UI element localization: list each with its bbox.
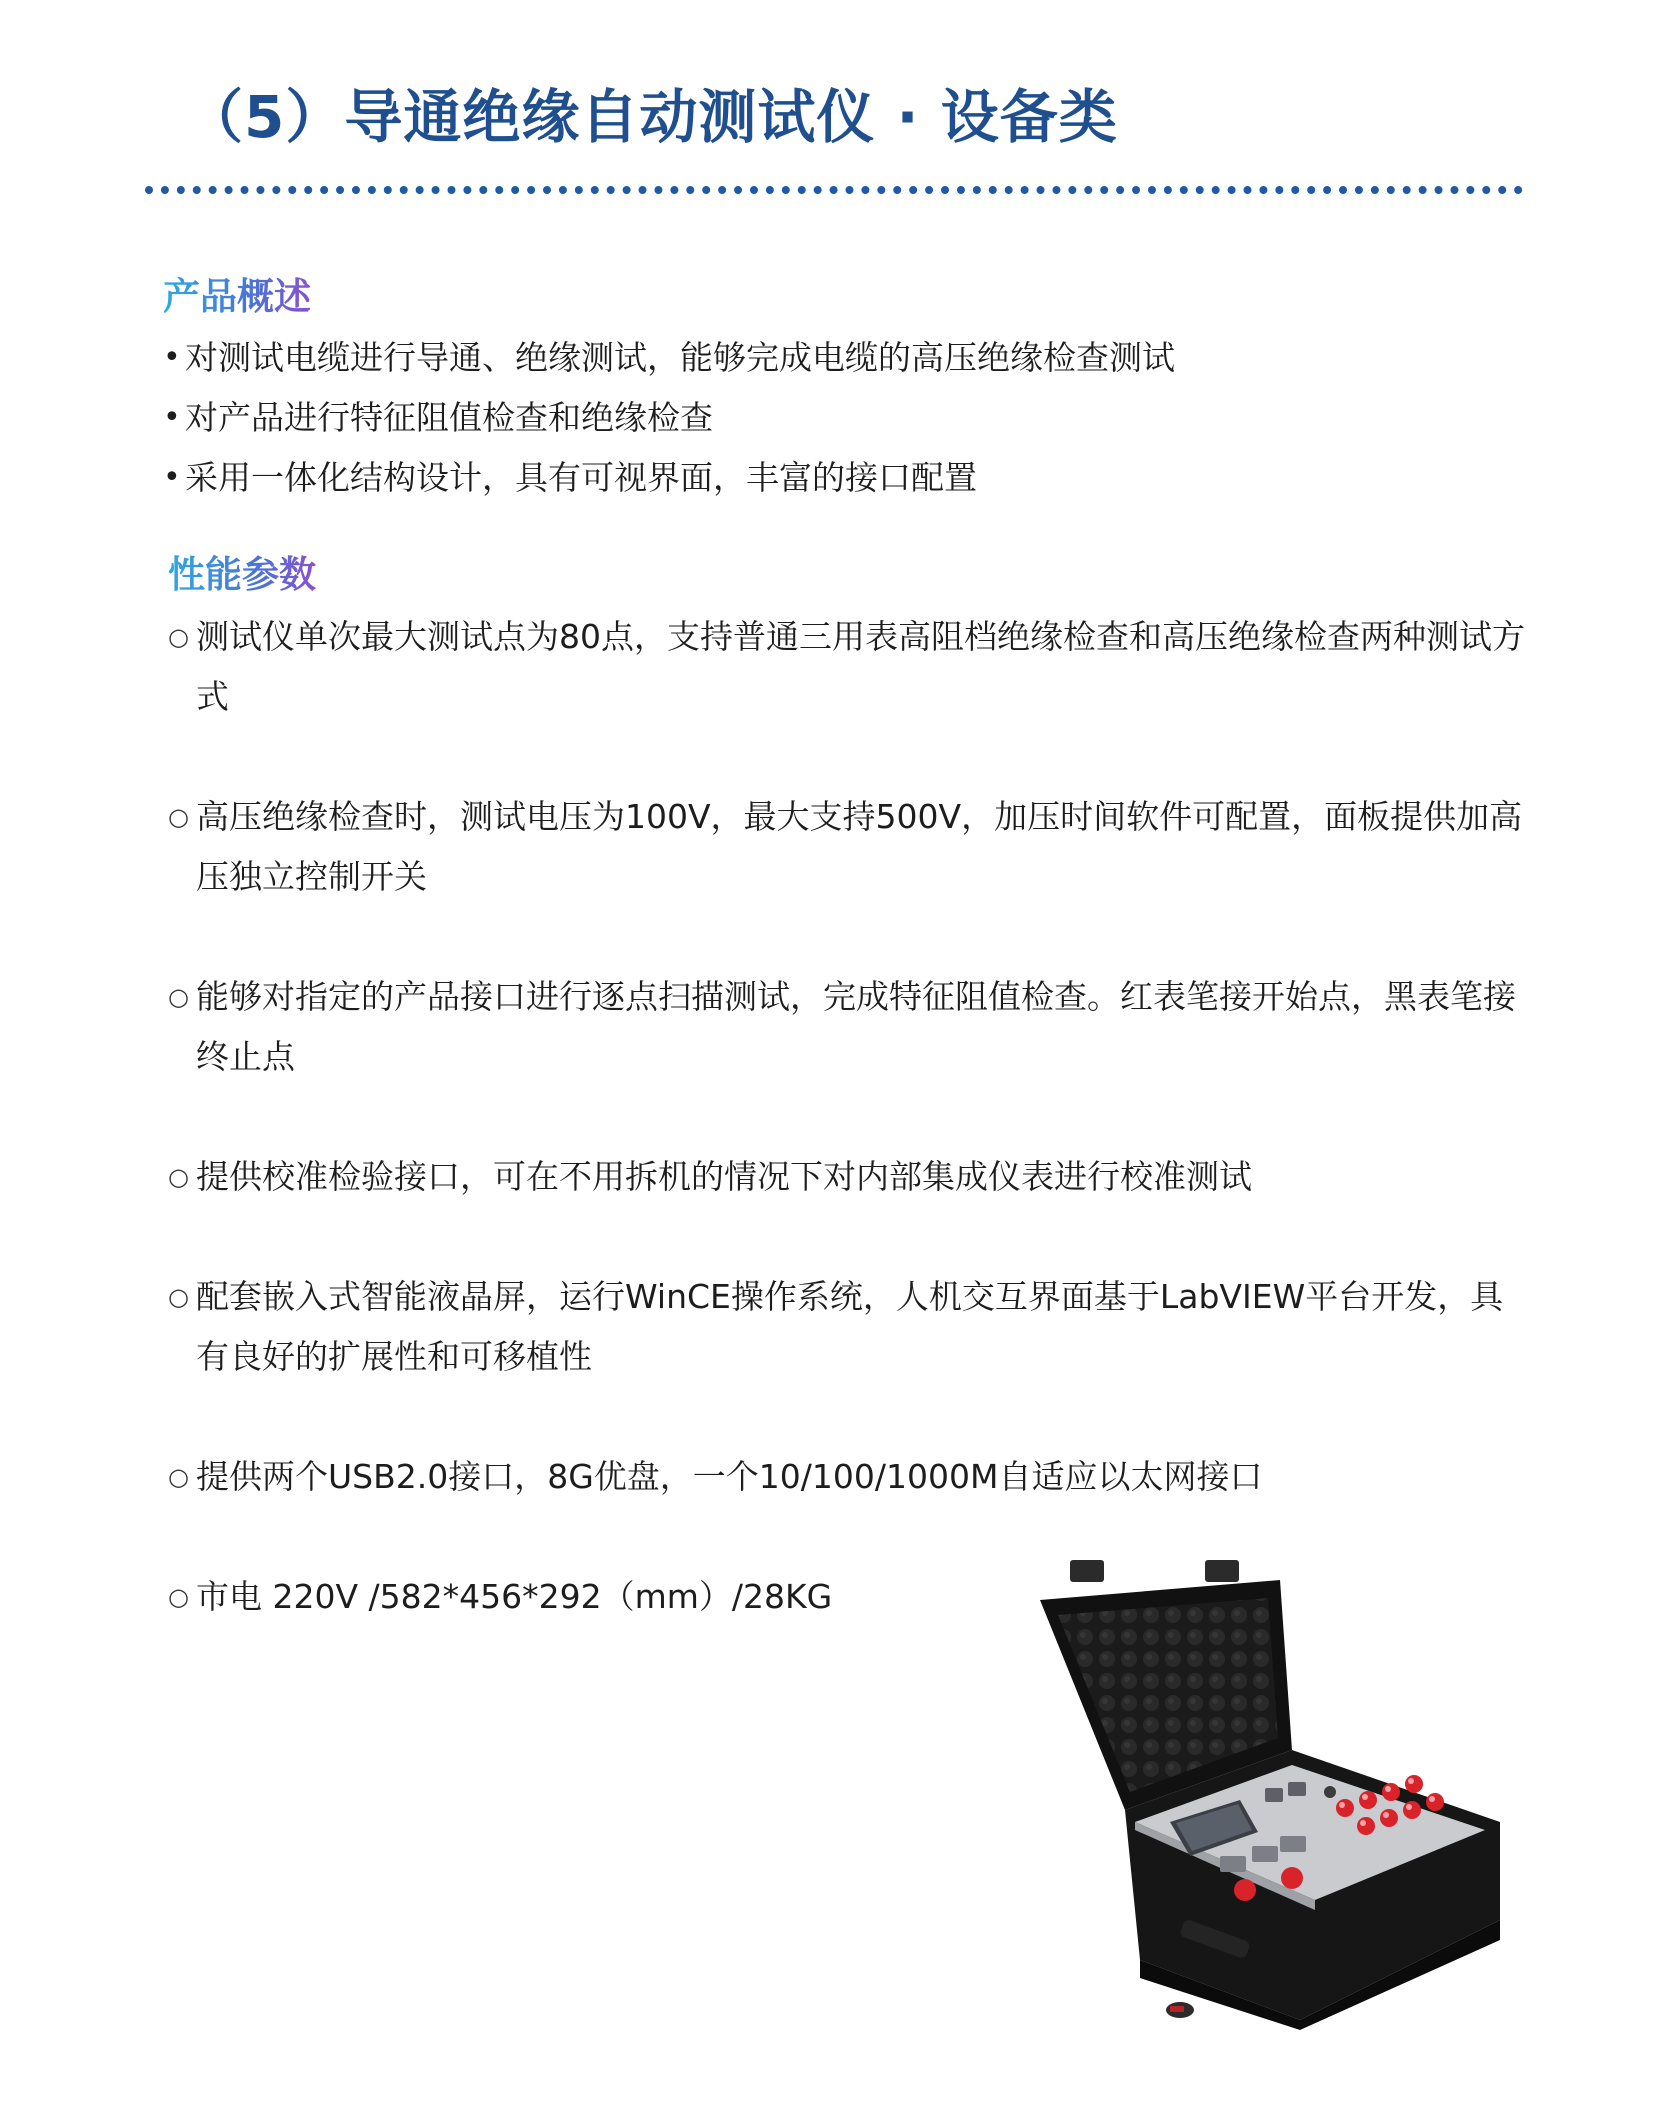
parameters-heading: 性能参数: [168, 544, 316, 598]
parameter-item: [168, 1267, 1528, 1387]
product-photo: [1030, 1560, 1510, 2030]
overview-item: [163, 448, 1175, 508]
parameter-item: [168, 787, 1528, 907]
parameter-item-text: 高压绝缘检查时，测试电压为100V，最大支持500V，加压时间软件可配置，面板提供加高压独立控制开关: [196, 797, 1523, 896]
bullet-dot-icon: •: [163, 340, 181, 375]
parameter-item: [168, 607, 1528, 727]
circle-bullet-icon: ○: [168, 623, 189, 651]
parameter-item-text: 配套嵌入式智能液晶屏，运行WinCE操作系统，人机交互界面基于LabVIEW平台开发，具有良好的扩展性和可移植性: [196, 1277, 1504, 1376]
title-divider: [145, 186, 1523, 194]
overview-list: [163, 328, 1175, 508]
circle-bullet-icon: ○: [168, 1583, 189, 1611]
overview-item: [163, 328, 1175, 388]
circle-bullet-icon: ○: [168, 803, 189, 831]
parameter-item: [168, 967, 1528, 1087]
overview-item: [163, 388, 1175, 448]
circle-bullet-icon: ○: [168, 1283, 189, 1311]
overview-item-text: 采用一体化结构设计，具有可视界面，丰富的接口配置: [185, 458, 977, 497]
circle-bullet-icon: ○: [168, 983, 189, 1011]
overview-heading: 产品概述: [163, 266, 311, 320]
overview-item-text: 对测试电缆进行导通、绝缘测试，能够完成电缆的高压绝缘检查测试: [185, 338, 1175, 377]
parameter-item: [168, 1447, 1528, 1507]
overview-item-text: 对产品进行特征阻值检查和绝缘检查: [185, 398, 713, 437]
circle-bullet-icon: ○: [168, 1163, 189, 1191]
parameter-item-text: 提供两个USB2.0接口，8G优盘，一个10/100/1000M自适应以太网接口: [196, 1457, 1263, 1496]
parameter-item-text: 市电 220V /582*456*292（mm）/28KG: [196, 1577, 833, 1616]
bullet-dot-icon: •: [163, 460, 181, 495]
parameter-item-text: 能够对指定的产品接口进行逐点扫描测试，完成特征阻值检查。红表笔接开始点，黑表笔接终止点: [196, 977, 1516, 1076]
parameter-item-text: 提供校准检验接口，可在不用拆机的情况下对内部集成仪表进行校准测试: [196, 1157, 1252, 1196]
parameter-item: [168, 1147, 1528, 1207]
page-title: （5）导通绝缘自动测试仪 · 设备类: [185, 83, 1118, 151]
circle-bullet-icon: ○: [168, 1463, 189, 1491]
bullet-dot-icon: •: [163, 400, 181, 435]
parameter-item-text: 测试仪单次最大测试点为80点，支持普通三用表高阻档绝缘检查和高压绝缘检查两种测试方式: [196, 617, 1525, 716]
